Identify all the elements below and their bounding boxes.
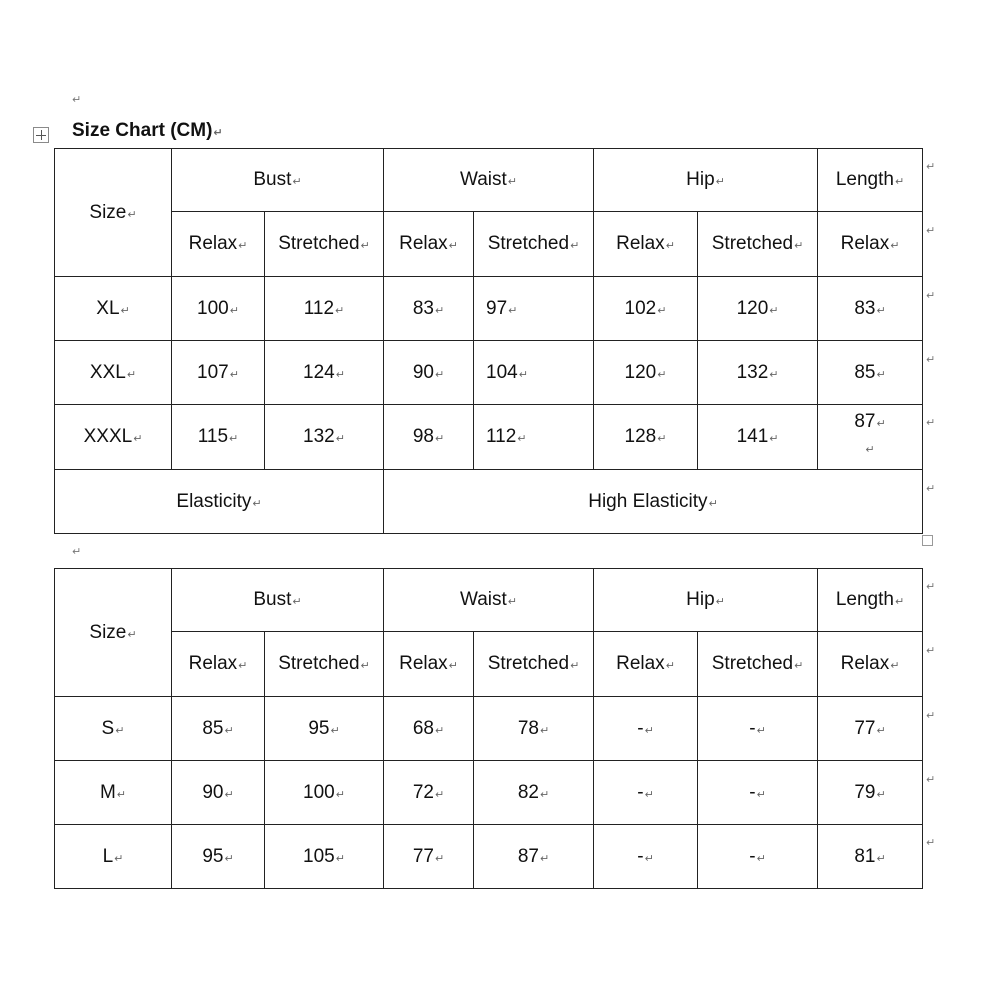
value-cell: 112↵ <box>265 277 384 341</box>
header-hip: Hip↵ <box>594 149 818 212</box>
table-row <box>55 341 923 405</box>
value-cell: 68↵ <box>384 697 474 761</box>
value-cell: 87↵ ↵ <box>818 405 923 470</box>
value-cell: 115↵ <box>172 405 265 470</box>
size-cell: XXL↵ <box>55 341 172 405</box>
paragraph-mark: ↵ <box>72 94 82 106</box>
value-cell: 72↵ <box>384 761 474 825</box>
value-cell: 102↵ <box>594 277 698 341</box>
table-resize-handle[interactable] <box>922 535 933 546</box>
row-end-mark: ↵ <box>926 161 936 173</box>
value-cell: 83↵ <box>818 277 923 341</box>
value-cell: 105↵ <box>265 825 384 889</box>
value-cell: 83↵ <box>384 277 474 341</box>
value-cell: -↵ <box>594 825 698 889</box>
value-cell: -↵ <box>594 697 698 761</box>
value-cell: 120↵ <box>698 277 818 341</box>
value-cell: 85↵ <box>818 341 923 405</box>
subheader-relax: Relax↵ <box>384 632 474 697</box>
table-row <box>55 825 923 889</box>
size-table-small <box>54 568 923 889</box>
subheader-relax: Relax↵ <box>172 212 265 277</box>
value-cell: 98↵ <box>384 405 474 470</box>
header-size: Size↵ <box>55 149 172 277</box>
subheader-stretched: Stretched↵ <box>698 212 818 277</box>
table-move-handle-icon[interactable] <box>33 127 49 143</box>
value-cell: 100↵ <box>172 277 265 341</box>
table-row <box>55 277 923 341</box>
subheader-relax: Relax↵ <box>594 632 698 697</box>
paragraph-mark: ↵ <box>72 546 82 558</box>
header-size: Size↵ <box>55 569 172 697</box>
value-cell: 95↵ <box>172 825 265 889</box>
page-title: Size Chart (CM)↵ <box>72 120 223 141</box>
value-cell: -↵ <box>698 761 818 825</box>
row-end-mark: ↵ <box>926 645 936 657</box>
size-cell: L↵ <box>55 825 172 889</box>
header-length: Length↵ <box>818 149 923 212</box>
subheader-relax: Relax↵ <box>818 212 923 277</box>
subheader-stretched: Stretched↵ <box>698 632 818 697</box>
size-cell: S↵ <box>55 697 172 761</box>
size-cell: M↵ <box>55 761 172 825</box>
subheader-relax: Relax↵ <box>594 212 698 277</box>
header-bust: Bust↵ <box>172 569 384 632</box>
value-cell: 85↵ <box>172 697 265 761</box>
value-cell: 120↵ <box>594 341 698 405</box>
size-table-large <box>54 148 923 534</box>
value-cell: 90↵ <box>172 761 265 825</box>
value-cell: 97↵ <box>474 277 594 341</box>
subheader-stretched: Stretched↵ <box>265 632 384 697</box>
subheader-relax: Relax↵ <box>818 632 923 697</box>
row-end-mark: ↵ <box>926 417 936 429</box>
row-end-mark: ↵ <box>926 483 936 495</box>
subheader-relax: Relax↵ <box>384 212 474 277</box>
value-cell: -↵ <box>698 697 818 761</box>
header-bust: Bust↵ <box>172 149 384 212</box>
value-cell: 141↵ <box>698 405 818 470</box>
value-cell: 95↵ <box>265 697 384 761</box>
value-cell: 87↵ <box>474 825 594 889</box>
value-cell: -↵ <box>698 825 818 889</box>
row-end-mark: ↵ <box>926 354 936 366</box>
value-cell: 77↵ <box>818 697 923 761</box>
subheader-stretched: Stretched↵ <box>474 632 594 697</box>
row-end-mark: ↵ <box>926 225 936 237</box>
value-cell: 79↵ <box>818 761 923 825</box>
row-end-mark: ↵ <box>926 837 936 849</box>
row-end-mark: ↵ <box>926 290 936 302</box>
header-length: Length↵ <box>818 569 923 632</box>
value-cell: 82↵ <box>474 761 594 825</box>
subheader-stretched: Stretched↵ <box>265 212 384 277</box>
value-cell: 112↵ <box>474 405 594 470</box>
value-cell: 107↵ <box>172 341 265 405</box>
table-row <box>55 405 923 470</box>
value-cell: 100↵ <box>265 761 384 825</box>
row-end-mark: ↵ <box>926 581 936 593</box>
value-cell: 77↵ <box>384 825 474 889</box>
row-end-mark: ↵ <box>926 710 936 722</box>
table-row <box>55 697 923 761</box>
header-waist: Waist↵ <box>384 569 594 632</box>
value-cell: 124↵ <box>265 341 384 405</box>
table-row <box>55 761 923 825</box>
value-cell: 128↵ <box>594 405 698 470</box>
subheader-relax: Relax↵ <box>172 632 265 697</box>
size-cell: XL↵ <box>55 277 172 341</box>
elasticity-label: Elasticity↵ <box>55 470 384 534</box>
value-cell: 90↵ <box>384 341 474 405</box>
value-cell: 104↵ <box>474 341 594 405</box>
subheader-stretched: Stretched↵ <box>474 212 594 277</box>
value-cell: 81↵ <box>818 825 923 889</box>
value-cell: 132↵ <box>265 405 384 470</box>
value-cell: -↵ <box>594 761 698 825</box>
elasticity-value: High Elasticity↵ <box>384 470 923 534</box>
row-end-mark: ↵ <box>926 774 936 786</box>
header-waist: Waist↵ <box>384 149 594 212</box>
value-cell: 78↵ <box>474 697 594 761</box>
size-cell: XXXL↵ <box>55 405 172 470</box>
value-cell: 132↵ <box>698 341 818 405</box>
header-hip: Hip↵ <box>594 569 818 632</box>
